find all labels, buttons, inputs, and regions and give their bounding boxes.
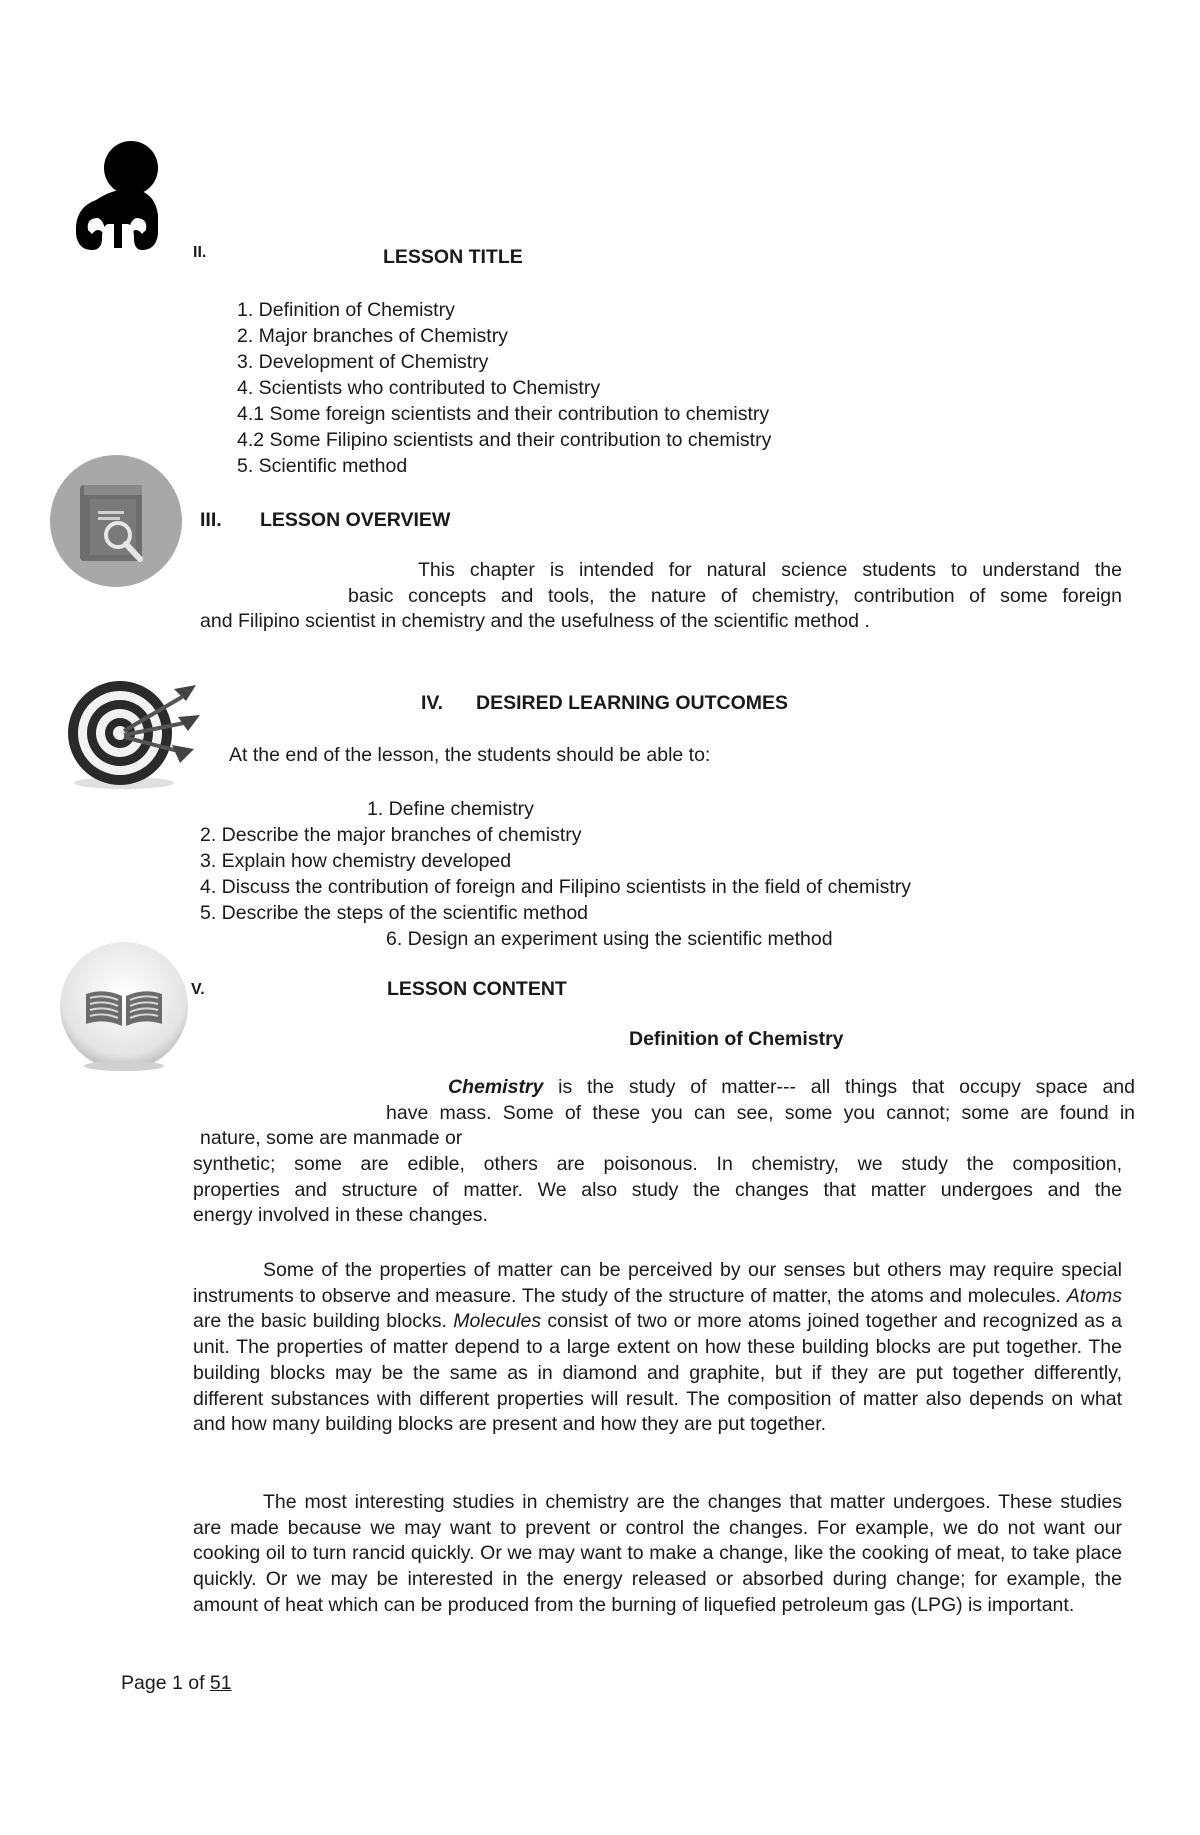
text-line: energy involved in these changes. bbox=[193, 1204, 488, 1227]
text-run: are the basic building blocks. bbox=[193, 1310, 454, 1333]
atoms-term: Atoms bbox=[1066, 1284, 1122, 1307]
text-line: nature, some are manmade or bbox=[200, 1127, 463, 1150]
section-5-roman: V. bbox=[191, 981, 205, 998]
text-run: Some of the properties of matter can be perceived by our senses but others may require special instruments to observe and measure. The study of the structure of matter, the atoms and molecules. bbox=[193, 1259, 1122, 1307]
section-3-heading: LESSON OVERVIEW bbox=[260, 509, 451, 531]
changes-paragraph: The most interesting studies in chemistry are the changes that matter undergoes. These studies are made because we may want to prevent or control the changes. For example, we do not want our cooking oil to turn rancid quickly. Or we may want to make a change, like the cooking of meat, to take place quickly. Or we may be interested in the energy released or absorbed during change; for example, the amount of heat which can be produced from the burning of liquefied petroleum gas (LPG) is important. bbox=[193, 1491, 1122, 1616]
list-item: 2. Major branches of Chemistry bbox=[237, 325, 508, 347]
overview-paragraph bbox=[200, 558, 1122, 635]
list-item: 5. Scientific method bbox=[237, 455, 408, 477]
text-line: have mass. Some of these you can see, some you cannot; some are found in bbox=[386, 1101, 1135, 1124]
text-line: synthetic; some are edible, others are poisonous. In chemistry, we study the composition, bbox=[193, 1153, 1122, 1175]
section-5-heading: LESSON CONTENT bbox=[387, 978, 567, 1000]
section-3-roman: III. bbox=[200, 509, 222, 531]
list-item: 1. Definition of Chemistry bbox=[237, 299, 455, 321]
lesson-title-list bbox=[237, 297, 771, 479]
chemistry-term: Chemistry bbox=[448, 1076, 544, 1098]
list-item: 3. Explain how chemistry developed bbox=[200, 850, 512, 872]
section-2-roman: II. bbox=[193, 244, 207, 261]
list-item: 1. Define chemistry bbox=[367, 798, 534, 820]
molecules-term: Molecules bbox=[453, 1310, 542, 1333]
chemistry-definition-continued bbox=[193, 1152, 1122, 1229]
text-line: properties and structure of matter. We also study the changes that matter undergoes and the bbox=[193, 1178, 1122, 1201]
list-item: 3. Development of Chemistry bbox=[237, 351, 489, 373]
outcomes-intro: At the end of the lesson, the students should be able to: bbox=[229, 744, 711, 766]
overview-line: basic concepts and tools, the nature of chemistry, contribution of some foreign bbox=[348, 584, 1122, 607]
overview-line: and Filipino scientist in chemistry and the usefulness of the scientific method . bbox=[200, 610, 870, 633]
list-item: 4. Discuss the contribution of foreign and Filipino scientists in the field of chemistry bbox=[200, 876, 912, 898]
text-run: consist of two or more atoms joined together and recognized as a unit. The properties of matter depend to a large extent on how these building blocks are put together. The building blocks may be the same as in diamond and graphite, but if they are put together differently, different substances with different properties will result. The composition of matter also depends on what and how many building blocks are present and how they are put together. bbox=[193, 1310, 1122, 1436]
list-item: 4.1 Some foreign scientists and their contribution to chemistry bbox=[237, 403, 770, 425]
page-total: 51 bbox=[209, 1672, 232, 1694]
person-figure-icon bbox=[76, 138, 158, 256]
text-run: is the study of matter--- all things that occupy space and bbox=[543, 1076, 1135, 1098]
list-item: 4. Scientists who contributed to Chemistry bbox=[237, 377, 601, 399]
list-item: 6. Design an experiment using the scientific method bbox=[386, 928, 833, 950]
section-2-heading: LESSON TITLE bbox=[383, 246, 523, 268]
list-item: 5. Describe the steps of the scientific method bbox=[200, 902, 589, 924]
overview-line: This chapter is intended for natural science students to understand the bbox=[418, 559, 1122, 581]
section-4-roman: IV. bbox=[421, 692, 444, 714]
section-4-heading: DESIRED LEARNING OUTCOMES bbox=[476, 692, 789, 714]
chemistry-definition-paragraph bbox=[193, 1075, 1135, 1152]
list-item: 2. Describe the major branches of chemistry bbox=[200, 824, 582, 846]
open-book-icon bbox=[56, 940, 192, 1076]
list-item: 4.2 Some Filipino scientists and their contribution to chemistry bbox=[237, 429, 772, 451]
book-magnifier-icon bbox=[50, 455, 182, 587]
outcomes-list bbox=[200, 822, 911, 926]
properties-paragraph bbox=[193, 1258, 1122, 1438]
page-prefix: Page 1 of bbox=[121, 1672, 210, 1694]
content-subheading: Definition of Chemistry bbox=[629, 1028, 844, 1050]
page-number bbox=[121, 1670, 232, 1696]
target-darts-icon bbox=[58, 675, 202, 791]
